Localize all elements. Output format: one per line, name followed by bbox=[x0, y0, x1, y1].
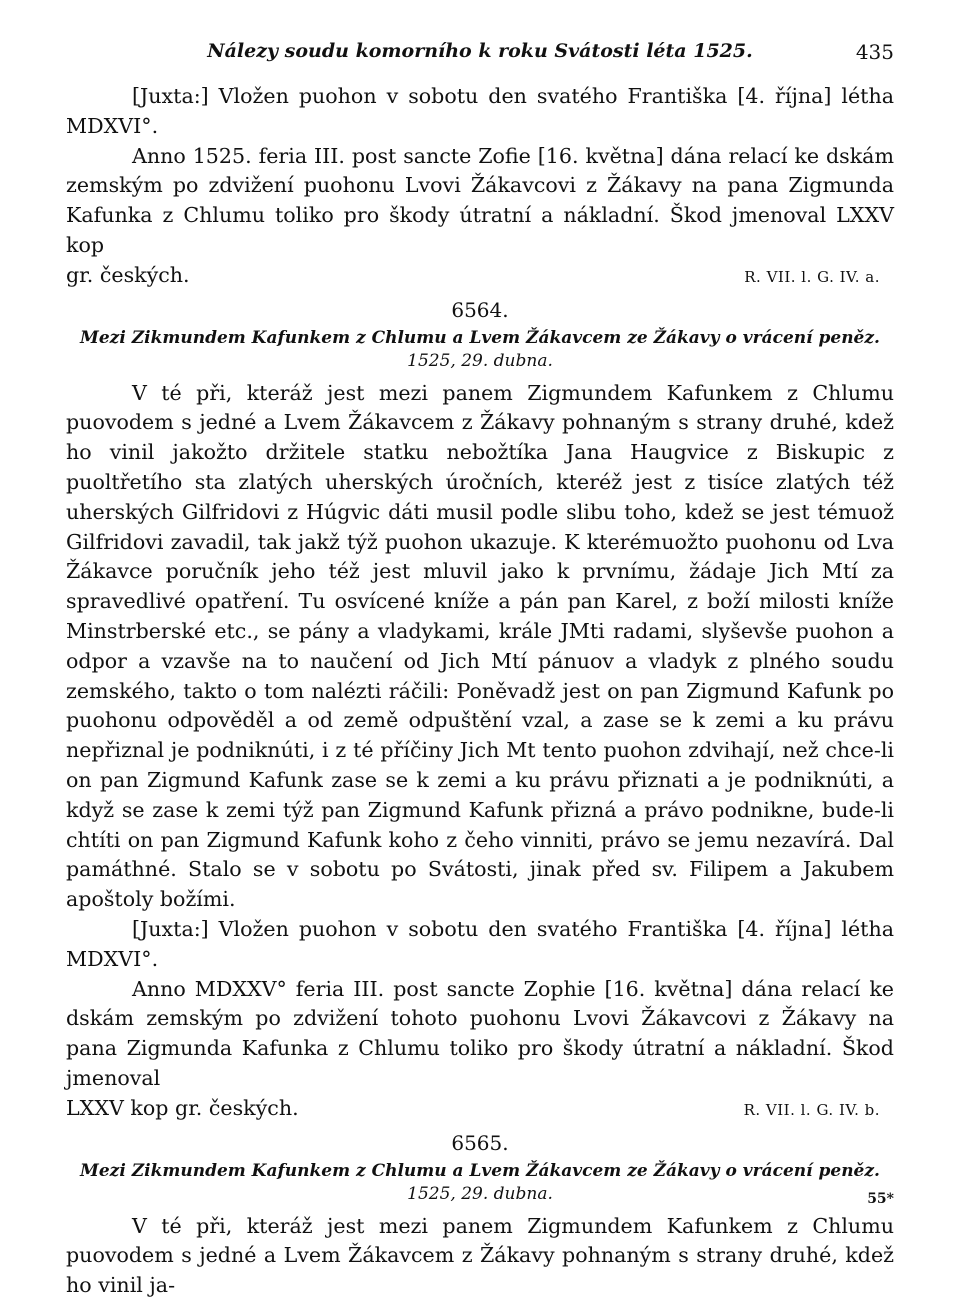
entry-date: 1525, 29. dubna. bbox=[407, 350, 553, 371]
body-text bbox=[66, 82, 894, 1301]
anno-note-end: LXXV kop gr. českých. bbox=[66, 1095, 299, 1120]
juxta-note: [Juxta:] Vložen puohon v sobotu den svatého Františka [4. října] létha MDXVI°. bbox=[66, 916, 894, 971]
archival-signature: R. VII. l. G. IV. b. bbox=[743, 1100, 880, 1119]
anno-note-end: gr. českých. bbox=[66, 262, 190, 287]
entry-regest: Mezi Zikmundem Kafunkem z Chlumu a Lvem Žákavcem ze Žákavy o vrácení peněz. bbox=[80, 327, 880, 348]
entry-regest: Mezi Zikmundem Kafunkem z Chlumu a Lvem Žákavcem ze Žákavy o vrácení peněz. bbox=[80, 1160, 880, 1181]
entry-text: V té při, kteráž jest mezi panem Zigmundem Kafunkem z Chlumu puovodem s jedné a Lvem Žákavcem z Žákavy pohnaným s strany druhé, kdež ho vinil ja- bbox=[66, 1213, 894, 1298]
anno-note-last-line bbox=[66, 261, 894, 293]
anno-note-last-line bbox=[66, 1094, 894, 1126]
entry-number: 6564. bbox=[451, 297, 509, 322]
anno-note: Anno 1525. feria III. post sancte Zofie [16. května] dána relací ke dskám zemským po zdvižení puohonu Lvovi Žákavcovi z Žákavy na pana Zigmunda Kafunka z Chlumu toliko pro škody útratní a nákladní. Škod jmenoval LXXV kop bbox=[66, 143, 894, 257]
juxta-note: [Juxta:] Vložen puohon v sobotu den svatého Františka [4. října] létha MDXVI°. bbox=[66, 84, 894, 138]
entry-date: 1525, 29. dubna. bbox=[407, 1183, 553, 1204]
page-number: 435 bbox=[855, 40, 894, 64]
signature-mark: 55* bbox=[867, 1191, 894, 1207]
entry-number: 6565. bbox=[451, 1130, 509, 1155]
running-title: Nálezy soudu komorního k roku Svátosti léta 1525. bbox=[207, 40, 753, 62]
entry-text: V té při, kteráž jest mezi panem Zigmundem Kafunkem z Chlumu puovodem s jedné a Lvem Žákavcem z Žákavy pohnaným s strany druhé, kdež ho vinil jakožto držitele statku nebožtíka Jana Haugvice z Biskupic z puoltřetího sta zlatých uherských úročních, kteréž jest z tisíce zlatých též uherských Gilfridovi z Húgvic dáti musil podle slibu toho, kdež se jest témuož Gilfridovi zavadil, tak jakž týž puohon ukazuje. K kterémuožto puohonu od Lva Žákavce poručník jeho též jest mluvil jako k prvnímu, žádaje Jich Mtí za spravedlivé opatření. Tu osvícené kníže a pán pan Karel, z boží milosti kníže Minstrberské etc., se pány a vladykami, krále JMti radami, slyševše puohon a odpor a vzavše na to naučení od Jich Mtí pánuov a vladyk z plného soudu zemského, takto o tom nalézti ráčili: Poněvadž jest on pan Zigmund Kafunk po puohonu odpověděl a od země odpuštění vzal, a zase se k zemi a ku právu nepřiznal je podniknúti, i z té příčiny Jich Mt tento puohon zdvihají, než chce-li on pan Zigmund Kafunk zase se k zemi a ku právu přiznati a je podniknúti, a když se zase k zemi týž pan Zigmund Kafunk přizná a právo podnikne, bude-li chtíti on pan Zigmund Kafunk koho z čeho vinniti, právo se jemu nezavírá. Dal památhné. Stalo se v sobotu po Svátosti, jinak před sv. Filipem a Jakubem apoštoly božími. bbox=[66, 380, 894, 912]
page-header bbox=[66, 40, 894, 70]
archival-signature: R. VII. l. G. IV. a. bbox=[744, 267, 880, 286]
anno-note: Anno MDXXV° feria III. post sancte Zophie [16. května] dána relací ke dskám zemským po zdvižení tohoto puohonu Lvovi Žákavcovi z Žákavy na pana Zigmunda Kafunka z Chlumu toliko pro škody útratní a nákladní. Škod jmenoval bbox=[66, 976, 894, 1090]
